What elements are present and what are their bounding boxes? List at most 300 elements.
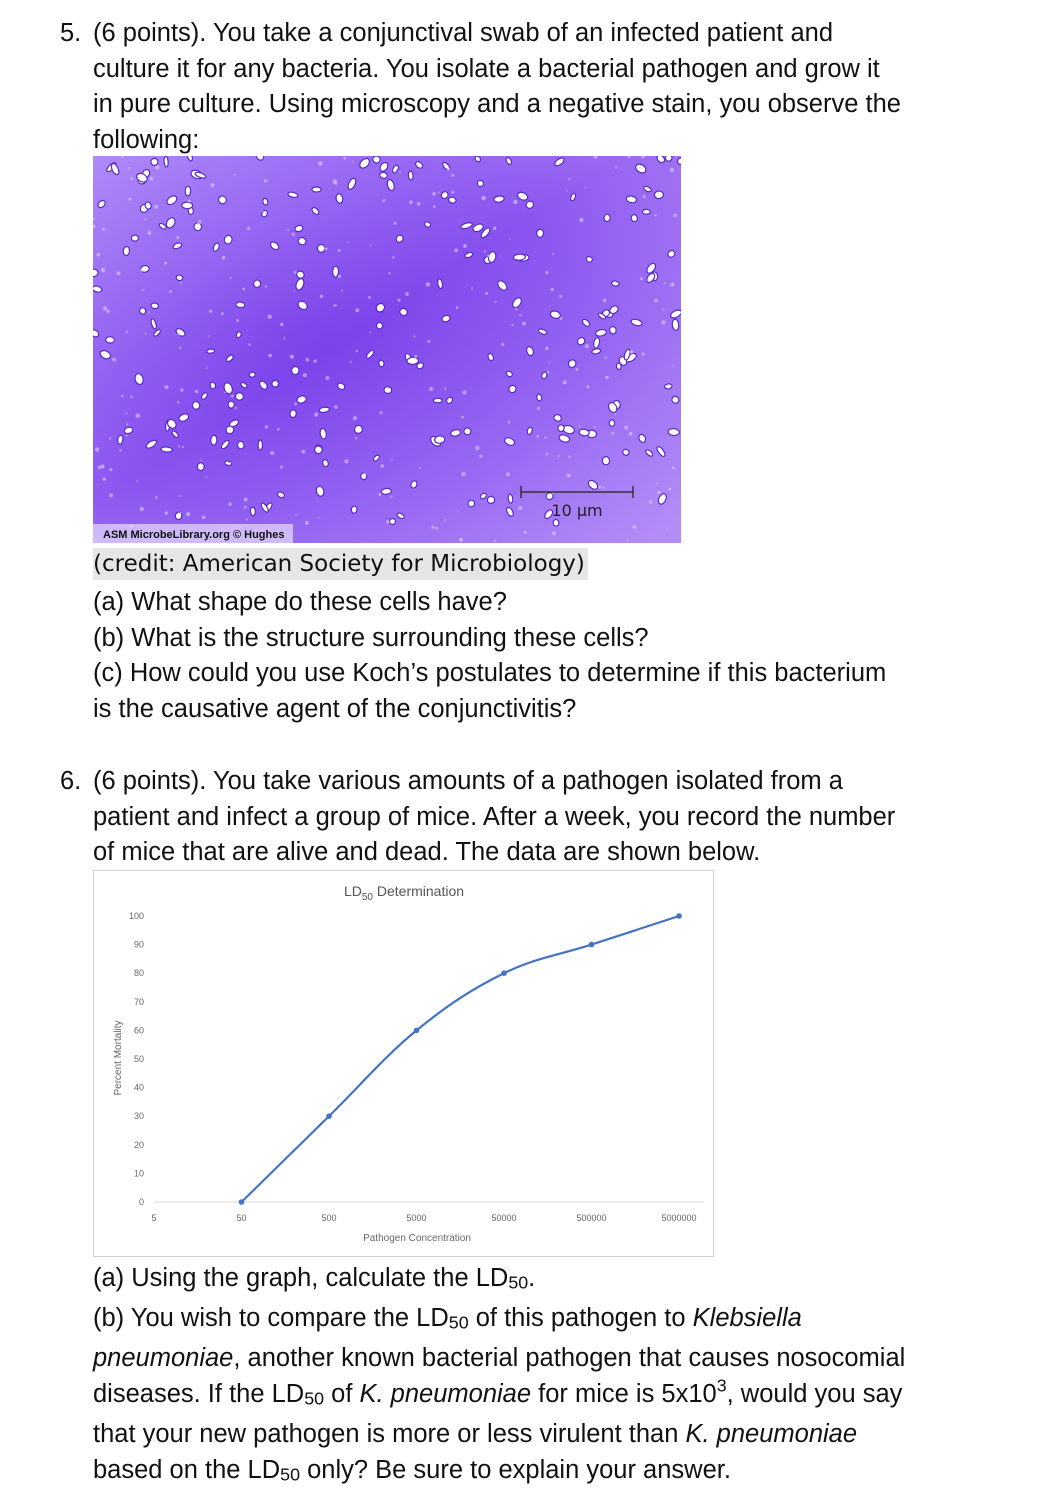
speckle: [268, 315, 272, 319]
speckle: [246, 519, 248, 521]
speckle: [405, 292, 409, 296]
speckle: [180, 495, 182, 497]
bacterium-cell: [161, 447, 173, 453]
speckle: [666, 528, 668, 530]
speckle: [318, 161, 322, 165]
speckle: [567, 474, 571, 478]
speckle: [112, 358, 116, 362]
bacterium-cell: [378, 360, 384, 367]
chart-title: $LD_{50}$ Determination: [343, 883, 465, 903]
speckle: [438, 192, 440, 194]
speckle: [154, 205, 158, 209]
bacterium-cell: [664, 383, 672, 389]
speckle: [552, 531, 556, 535]
y-tick-label: 100: [128, 911, 144, 921]
bacterium-cell: [602, 456, 610, 465]
image-watermark: ASM MicrobeLibrary.org © Hughes: [103, 529, 285, 541]
speckle: [305, 521, 309, 525]
speckle: [545, 347, 548, 350]
speckle: [398, 299, 401, 302]
speckle: [463, 244, 467, 248]
speckle: [177, 331, 181, 335]
q6-part-b-line5: based on the $LD_{50}$ only? Be sure to explain your answer.: [93, 1455, 731, 1485]
speckle: [563, 380, 567, 384]
speckle: [147, 231, 151, 235]
bacterium-cell: [389, 518, 396, 525]
speckle: [100, 464, 104, 468]
speckle: [567, 190, 569, 192]
speckle: [382, 199, 385, 202]
q6-parts: [93, 1261, 1013, 1493]
y-tick-label: 50: [133, 1054, 144, 1064]
speckle: [200, 460, 202, 462]
speckle: [560, 317, 563, 320]
speckle: [265, 425, 268, 428]
speckle: [231, 395, 234, 398]
bacterium-cell: [175, 512, 183, 521]
speckle: [599, 486, 602, 489]
speckle: [552, 253, 554, 255]
y-tick-label: 70: [133, 996, 144, 1007]
speckle: [649, 500, 652, 503]
speckle: [643, 195, 646, 198]
speckle: [186, 512, 190, 516]
speckle: [432, 192, 436, 196]
speckle: [302, 450, 306, 454]
bacterium-cell: [317, 244, 326, 253]
bacterium-cell: [207, 349, 215, 354]
speckle: [508, 421, 511, 424]
speckle: [662, 308, 664, 310]
q5-parts: [93, 585, 993, 727]
y-axis-label: Percent Mortality: [113, 1020, 124, 1096]
speckle: [445, 519, 447, 521]
speckle: [292, 233, 295, 236]
speckle: [586, 385, 589, 388]
speckle: [426, 282, 430, 286]
speckle: [485, 292, 488, 295]
data-point: [501, 970, 507, 976]
speckle: [355, 437, 357, 439]
speckle: [244, 498, 248, 502]
bacterium-cell: [668, 428, 680, 436]
speckle: [352, 161, 354, 163]
speckle: [380, 464, 384, 468]
q5-part-b: (b) What is the structure surrounding these cells?: [93, 623, 649, 652]
speckle: [333, 179, 337, 183]
ld50-chart: [93, 870, 714, 1257]
speckle: [630, 350, 634, 354]
speckle: [270, 451, 274, 455]
bacterium-cell: [433, 398, 442, 402]
speckle: [414, 355, 417, 358]
speckle: [280, 466, 283, 469]
speckle: [640, 277, 643, 280]
speckle: [559, 295, 562, 298]
speckle: [125, 412, 127, 414]
speckle: [129, 198, 132, 201]
bacterium-cell: [654, 191, 663, 199]
speckle: [140, 507, 144, 511]
ld50-chart-svg: [94, 871, 715, 1258]
y-tick-label: 20: [133, 1139, 144, 1150]
speckle: [95, 447, 99, 451]
q5-line1: (6 points). You take a conjunctival swab of an infected patient and: [93, 19, 833, 47]
speckle: [447, 168, 450, 171]
speckle: [343, 157, 346, 160]
q5-part-c-line2: is the causative agent of the conjunctivitis?: [93, 694, 577, 723]
speckle: [672, 365, 674, 367]
speckle: [155, 496, 158, 499]
speckle: [615, 166, 617, 168]
speckle: [515, 308, 517, 310]
speckle: [165, 511, 169, 515]
speckle: [294, 271, 297, 274]
speckle: [435, 527, 438, 530]
q5-text: [60, 16, 1000, 158]
bacterium-cell: [182, 202, 193, 209]
speckle: [313, 360, 316, 363]
speckle: [165, 385, 169, 389]
speckle: [657, 491, 660, 494]
speckle: [419, 467, 421, 469]
y-tick-label: 0: [138, 1197, 144, 1207]
bacterium-cell: [210, 382, 217, 390]
q6-part-b-line4: that your new pathogen is more or less virulent than K. pneumoniae: [93, 1420, 858, 1449]
speckle: [654, 299, 658, 303]
speckle: [656, 483, 658, 485]
speckle: [409, 200, 413, 204]
y-tick-label: 10: [133, 1168, 144, 1179]
speckle: [461, 472, 465, 476]
speckle: [603, 299, 606, 302]
speckle: [126, 423, 128, 425]
speckle: [180, 389, 183, 392]
data-point: [326, 1113, 332, 1119]
bacterium-cell: [408, 171, 413, 180]
x-axis-label: Pathogen Concentration: [363, 1233, 471, 1244]
speckle: [451, 174, 454, 177]
speckle: [399, 171, 401, 173]
q5-line3: in pure culture. Using microscopy and a negative stain, you observe the: [93, 90, 901, 118]
speckle: [585, 344, 589, 348]
bacterium-cell: [553, 519, 560, 527]
bacterium-cell: [151, 303, 159, 309]
speckle: [642, 353, 645, 356]
speckle: [287, 229, 289, 231]
speckle: [413, 335, 415, 337]
speckle: [347, 242, 349, 244]
speckle: [304, 302, 306, 304]
speckle: [603, 487, 605, 489]
speckle: [228, 502, 231, 505]
speckle: [427, 340, 430, 343]
bacterium-cell: [250, 507, 255, 516]
speckle: [481, 196, 485, 200]
q6-part-b-line2: pneumoniae, another known bacterial pathogen that causes nosocomial: [93, 1344, 906, 1373]
speckle: [234, 407, 237, 410]
speckle: [633, 525, 637, 529]
bacterium-cell: [131, 235, 138, 241]
x-tick-label: 50000: [491, 1213, 517, 1223]
speckle: [353, 416, 357, 420]
q5-line2: culture it for any bacteria. You isolate a bacterial pathogen and grow it: [93, 54, 880, 83]
speckle: [338, 275, 341, 278]
speckle: [242, 288, 245, 291]
speckle: [169, 290, 172, 293]
speckle: [537, 407, 540, 410]
speckle: [296, 514, 298, 516]
speckle: [487, 255, 490, 258]
speckle: [209, 310, 212, 313]
speckle: [670, 168, 674, 172]
speckle: [244, 506, 247, 509]
speckle: [579, 218, 583, 222]
speckle: [585, 187, 587, 189]
bacterium-cell: [508, 494, 513, 503]
bacterium-cell: [665, 156, 672, 161]
q6-text: [60, 764, 1000, 871]
speckle: [333, 305, 335, 307]
bacterium-cell: [236, 302, 245, 308]
bacterium-cell: [193, 222, 202, 231]
speckle: [368, 296, 371, 299]
speckle: [177, 401, 179, 403]
speckle: [392, 256, 394, 258]
bacterium-cell: [117, 435, 123, 445]
speckle: [544, 437, 546, 439]
speckle: [456, 306, 459, 309]
speckle: [548, 362, 550, 364]
micrograph-image: [93, 156, 681, 543]
speckle: [457, 510, 459, 512]
speckle: [180, 282, 182, 284]
speckle: [461, 416, 464, 419]
y-tick-label: 90: [133, 939, 144, 950]
speckle: [513, 200, 517, 204]
y-tick-label: 80: [133, 968, 144, 979]
speckle: [417, 202, 420, 205]
speckle: [97, 253, 101, 257]
speckle: [546, 453, 549, 456]
speckle: [178, 445, 180, 447]
speckle: [198, 220, 202, 224]
speckle: [568, 456, 570, 458]
speckle: [106, 310, 109, 313]
speckle: [431, 526, 434, 529]
data-point: [239, 1199, 245, 1205]
speckle: [369, 332, 371, 334]
speckle: [654, 214, 656, 216]
bacterium-cell: [228, 401, 234, 408]
speckle: [149, 177, 153, 181]
speckle: [131, 396, 133, 398]
speckle: [117, 271, 121, 275]
speckle: [459, 538, 463, 542]
speckle: [669, 488, 672, 491]
q6-part-b-line3: diseases. If the $LD_{50}$ of K. pneumoniae for mice is $5x10^3$, would you say: [93, 1375, 903, 1409]
speckle: [283, 338, 285, 340]
q5-part-c-line1: (c) How could you use Koch’s postulates to determine if this bacterium: [93, 659, 887, 687]
q6-part-b-line1: (b) You wish to compare the $LD_{50}$ of this pathogen to Klebsiella: [93, 1304, 802, 1333]
bacterium-cell: [211, 435, 218, 445]
speckle: [370, 244, 372, 246]
q6-line1: (6 points). You take various amounts of a pathogen isolated from a: [93, 767, 843, 795]
speckle: [326, 376, 330, 380]
speckle: [462, 390, 466, 394]
speckle: [234, 174, 236, 176]
speckle: [268, 354, 272, 358]
speckle: [101, 268, 105, 272]
bacterium-cell: [123, 246, 130, 256]
speckle: [102, 228, 105, 231]
speckle: [454, 249, 458, 253]
speckle: [176, 236, 179, 239]
speckle: [494, 540, 496, 542]
speckle: [206, 367, 208, 369]
bacterium-cell: [197, 462, 205, 471]
speckle: [102, 477, 106, 481]
speckle: [229, 462, 231, 464]
speckle: [388, 272, 390, 274]
speckle: [109, 494, 113, 498]
speckle: [662, 320, 666, 324]
speckle: [148, 311, 150, 313]
speckle: [471, 287, 473, 289]
speckle: [338, 249, 341, 252]
speckle: [222, 256, 226, 260]
y-tick-label: 40: [133, 1082, 144, 1093]
speckle: [205, 477, 207, 479]
speckle: [345, 459, 349, 463]
speckle: [509, 238, 511, 240]
speckle: [225, 392, 227, 394]
speckle: [493, 227, 496, 230]
speckle: [484, 250, 486, 252]
bacterium-cell: [93, 269, 98, 277]
bacterium-cell: [381, 488, 392, 495]
speckle: [294, 290, 296, 292]
speckle: [664, 282, 666, 284]
speckle: [576, 368, 579, 371]
speckle: [314, 413, 318, 417]
bacterium-cell: [407, 357, 419, 365]
speckle: [320, 295, 323, 298]
bacterium-cell: [609, 420, 615, 427]
speckle: [126, 331, 128, 333]
speckle: [545, 271, 548, 274]
speckle: [136, 480, 138, 482]
speckle: [429, 387, 433, 391]
speckle: [136, 414, 140, 418]
speckle: [611, 432, 614, 435]
bacterium-cell: [258, 440, 262, 450]
speckle: [211, 183, 215, 187]
speckle: [444, 388, 446, 390]
speckle: [208, 335, 210, 337]
speckle: [670, 283, 674, 287]
speckle: [356, 350, 358, 352]
speckle: [306, 358, 310, 362]
bacterium-cell: [611, 280, 619, 286]
bacterium-cell: [312, 187, 321, 192]
speckle: [379, 411, 382, 414]
speckle: [524, 531, 527, 534]
speckle: [294, 402, 297, 405]
speckle: [579, 425, 581, 427]
speckle: [180, 512, 182, 514]
speckle: [355, 308, 359, 312]
speckle: [303, 373, 307, 377]
speckle: [119, 449, 121, 451]
speckle: [264, 179, 267, 182]
bacterium-cell: [487, 496, 495, 503]
speckle: [522, 322, 526, 326]
bacterium-cell: [290, 410, 297, 418]
speckle: [128, 167, 130, 169]
speckle: [280, 323, 283, 326]
bacterium-cell: [379, 172, 388, 179]
scale-bar-label: 10 µm: [551, 501, 603, 520]
speckle: [518, 506, 522, 510]
speckle: [495, 301, 497, 303]
speckle: [341, 290, 343, 292]
speckle: [614, 413, 616, 415]
speckle: [247, 227, 250, 230]
q6-line2: patient and infect a group of mice. After a week, you record the number: [93, 802, 896, 831]
speckle: [390, 496, 392, 498]
x-tick-label: 5000000: [661, 1213, 697, 1223]
speckle: [325, 247, 328, 250]
speckle: [378, 493, 381, 496]
speckle: [479, 455, 482, 458]
speckle: [363, 473, 367, 477]
x-tick-label: 50: [236, 1213, 247, 1223]
speckle: [155, 165, 159, 169]
speckle: [629, 432, 633, 436]
speckle: [606, 314, 608, 316]
speckle: [558, 455, 560, 457]
q6-number: 6.: [60, 767, 82, 795]
q6-part-a: (a) Using the graph, calculate the $LD_{50}$.: [93, 1264, 536, 1293]
speckle: [277, 428, 280, 431]
speckle: [433, 205, 436, 208]
x-tick-label: 500000: [576, 1213, 607, 1223]
speckle: [501, 343, 504, 346]
speckle: [568, 178, 570, 180]
speckle: [394, 222, 397, 225]
q5-number: 5.: [60, 19, 82, 47]
speckle: [386, 520, 389, 523]
speckle: [605, 356, 607, 358]
x-tick-label: 500: [321, 1213, 337, 1223]
bacterium-cell: [513, 254, 525, 261]
bacterium-cell: [254, 280, 261, 288]
bacterium-cell: [164, 156, 169, 167]
data-point: [589, 942, 595, 948]
speckle: [520, 314, 522, 316]
speckle: [109, 437, 111, 439]
bacterium-cell: [384, 386, 392, 394]
speckle: [627, 539, 629, 541]
speckle: [391, 459, 393, 461]
speckle: [551, 288, 554, 291]
speckle: [593, 426, 595, 428]
y-tick-label: 60: [133, 1025, 144, 1036]
speckle: [221, 312, 224, 315]
data-point: [676, 913, 682, 919]
series-line: [242, 916, 680, 1202]
